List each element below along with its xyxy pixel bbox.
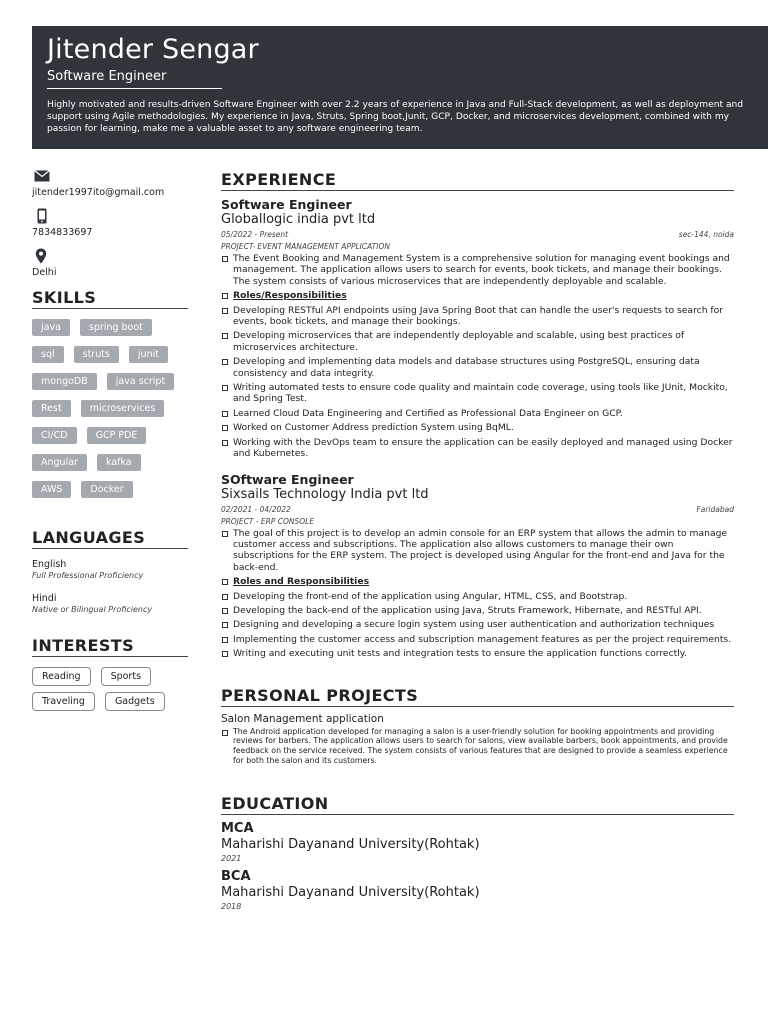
- university: Maharishi Dayanand University(Rohtak): [221, 884, 480, 900]
- experience-heading: EXPERIENCE: [221, 170, 734, 191]
- education-item: [221, 869, 734, 911]
- list-item: Working with the DevOps team to ensure the application can be easily deployed and managed using Docker and Kubernetes.: [221, 437, 734, 460]
- list-item: The goal of this project is to develop an admin console for an ERP system that allows the admin to manage customer access and subscriptions. The application also allows customers to manage their own subscriptions for the ERP system. The project is developed using Angular for the front-end and Java for the back-end.: [221, 528, 734, 574]
- list-item: Learned Cloud Data Engineering and Certified as Professional Data Engineer on GCP.: [221, 408, 734, 419]
- skill-tag: spring boot: [80, 319, 152, 336]
- language-item: [32, 593, 188, 614]
- project-title: Salon Management application: [221, 712, 384, 725]
- phone-number: 7834833697: [32, 227, 93, 238]
- job-dates: 02/2021 - 04/2022: [221, 504, 291, 514]
- skill-tag: kafka: [97, 454, 141, 471]
- job-entry: [221, 472, 734, 660]
- candidate-title: Software Engineer: [47, 69, 167, 84]
- list-item: The Android application developed for managing a salon is a user-friendly solution for booking appointments and providing reviews for barbers. The application allows users to search for salons, view available barbers, book appointments, and provide feedback on the service received. The system consists of various features that are designed to provide a seamless experience for both the salon and its customers.: [221, 727, 734, 766]
- location-pin-icon: [35, 248, 47, 264]
- list-item: Developing RESTful API endpoints using Java Spring Boot that can handle the user's requests to search for events, book tickets, and manage their bookings.: [221, 305, 734, 328]
- skill-tag: java: [32, 319, 70, 336]
- skill-tag: AWS: [32, 481, 71, 498]
- university: Maharishi Dayanand University(Rohtak): [221, 836, 480, 852]
- list-item: Developing the front-end of the application using Angular, HTML, CSS, and Bootstrap.: [221, 591, 734, 602]
- job-location: sec-144, noida: [678, 230, 734, 239]
- graduation-year: 2021: [221, 853, 242, 863]
- interests-heading: INTERESTS: [32, 636, 188, 657]
- responsibilities-subheading: Roles/Responsibilities: [221, 290, 734, 301]
- company-name: Globallogic india pvt ltd: [221, 212, 376, 227]
- skill-tag: java script: [107, 373, 174, 390]
- interest-tag: Traveling: [32, 692, 95, 711]
- interests-list: [32, 667, 188, 711]
- email-link[interactable]: jitender1997ito@gmail.com: [32, 187, 165, 198]
- interest-tag: Gadgets: [105, 692, 165, 711]
- header-divider: [47, 88, 222, 89]
- envelope-icon: [34, 168, 50, 184]
- list-item: Writing automated tests to ensure code quality and maintain code coverage, using tools like JUnit, Mockito, and Spring Test.: [221, 382, 734, 405]
- list-item: The Event Booking and Management System is a comprehensive solution for managing event bookings and management. The application allows users to search for events, book tickets, and manage their bookings. The system consists of various microservices that are independently deployable and scalable.: [221, 253, 734, 287]
- skill-tag: Docker: [81, 481, 132, 498]
- list-item: Developing microservices that are independently deployable and scalable, using best practices of microservices architecture.: [221, 330, 734, 353]
- skill-tag: Rest: [32, 400, 71, 417]
- job-meta: [221, 230, 734, 239]
- interest-tag: Sports: [101, 667, 151, 686]
- company-name: Sixsails Technology India pvt ltd: [221, 486, 429, 502]
- language-level: Native or Bilingual Proficiency: [32, 605, 153, 614]
- project-label: PROJECT - ERP CONSOLE: [221, 516, 315, 526]
- job-meta: [221, 505, 734, 514]
- skills-heading: SKILLS: [32, 288, 188, 309]
- language-item: [32, 559, 188, 580]
- left-column: [32, 168, 188, 711]
- skill-tag: GCP PDE: [87, 427, 147, 444]
- list-item: Developing and implementing data models and database structures using PostgreSQL, ensuring data consistency and data integrity.: [221, 356, 734, 379]
- project-bullets: [221, 727, 734, 766]
- project-label: PROJECT- EVENT MANAGEMENT APPLICATION: [221, 242, 390, 251]
- language-name: English: [32, 559, 67, 570]
- interest-tag: Reading: [32, 667, 91, 686]
- degree: MCA: [221, 820, 254, 836]
- job-title: SOftware Engineer: [221, 471, 354, 487]
- job-bullets: [221, 528, 734, 660]
- candidate-name: Jitender Sengar: [47, 34, 259, 65]
- languages-heading: LANGUAGES: [32, 528, 188, 549]
- responsibilities-subheading: Roles and Responsibilities: [221, 576, 734, 587]
- job-entry: [221, 197, 734, 460]
- list-item: Writing and executing unit tests and integration tests to ensure the application functions correctly.: [221, 648, 734, 659]
- job-location: Faridabad: [696, 504, 734, 514]
- skill-tag: Angular: [32, 454, 87, 471]
- education-heading: EDUCATION: [221, 794, 734, 815]
- education-item: [221, 821, 734, 863]
- location-text: Delhi: [32, 267, 57, 278]
- graduation-year: 2018: [221, 901, 242, 911]
- skill-tag: microservices: [81, 400, 165, 417]
- language-level: Full Professional Proficiency: [32, 571, 144, 580]
- skills-list: [32, 319, 188, 498]
- phone-icon: [36, 208, 48, 224]
- skill-tag: struts: [74, 346, 119, 363]
- skill-tag: mongoDB: [32, 373, 97, 390]
- list-item: Worked on Customer Address prediction System using BqML.: [221, 422, 734, 433]
- degree: BCA: [221, 868, 251, 884]
- resume-header: [32, 26, 768, 149]
- job-title: Software Engineer: [221, 197, 352, 212]
- skill-tag: CI/CD: [32, 427, 77, 444]
- skill-tag: sql: [32, 346, 64, 363]
- skill-tag: junit: [129, 346, 168, 363]
- job-dates: 05/2022 - Present: [221, 230, 289, 239]
- list-item: Designing and developing a secure login system using user authentication and authorization techniques: [221, 619, 734, 630]
- list-item: Developing the back-end of the application using Java, Struts Framework, Hibernate, and RESTful API.: [221, 605, 734, 616]
- list-item: Implementing the customer access and subscription management features as per the project requirements.: [221, 634, 734, 645]
- summary-text: Highly motivated and results-driven Software Engineer with over 2.2 years of experience in Java and Full-Stack development, as well as deployment and support using Agile methodologies. My experience in Java, Struts, Spring boot,Junit, GCP, Docker, and microservices development, combined with my passion for learning, make me a valuable asset to any software engineering team.: [47, 100, 744, 134]
- projects-heading: PERSONAL PROJECTS: [221, 686, 734, 707]
- right-column: [221, 170, 734, 911]
- job-bullets: [221, 253, 734, 460]
- language-name: Hindi: [32, 593, 57, 604]
